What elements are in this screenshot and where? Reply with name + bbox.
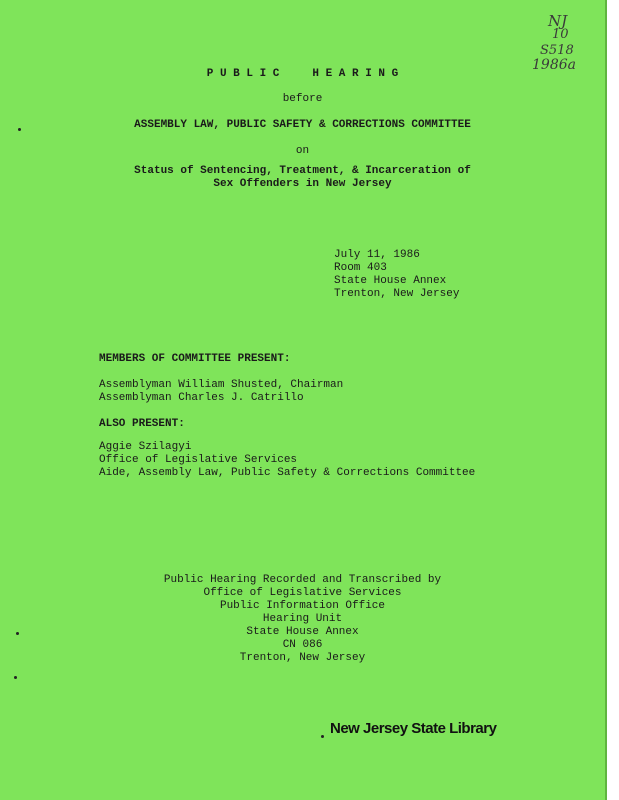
also-present-item: Aide, Assembly Law, Public Safety & Corrections Committee — [99, 467, 476, 479]
subject-line-1: Status of Sentencing, Treatment, & Incarceration of — [134, 165, 471, 177]
scan-edge — [605, 0, 619, 800]
on-label: on — [295, 145, 310, 157]
credits-line: CN 086 — [282, 639, 323, 651]
members-heading: MEMBERS OF COMMITTEE PRESENT: — [99, 353, 291, 365]
hearing-date: July 11, 1986 — [334, 249, 420, 261]
catalog-mark-line3: S518 — [540, 43, 574, 58]
credits-line: Public Hearing Recorded and Transcribed by — [163, 574, 442, 586]
before-label: before — [282, 93, 323, 105]
credits-line: Public Information Office — [219, 600, 386, 612]
committee-name: ASSEMBLY LAW, PUBLIC SAFETY & CORRECTIONS COMMITTEE — [134, 119, 471, 131]
credits-line: State House Annex — [246, 626, 359, 638]
catalog-mark-line4: 1986a — [532, 57, 576, 73]
hearing-room: Room 403 — [334, 262, 387, 274]
credits-line: Trenton, New Jersey — [239, 652, 366, 664]
also-present-item: Office of Legislative Services — [99, 454, 298, 466]
hearing-building: State House Annex — [334, 275, 447, 287]
hearing-city: Trenton, New Jersey — [334, 288, 460, 300]
credits-line: Office of Legislative Services — [203, 587, 402, 599]
hearing-title: P U B L I C H E A R I N G — [206, 68, 399, 80]
library-stamp: New Jersey State Library — [330, 720, 497, 737]
also-present-heading: ALSO PRESENT: — [99, 418, 185, 430]
member-item: Assemblyman William Shusted, Chairman — [99, 379, 344, 391]
catalog-mark-line2: 10 — [552, 27, 569, 42]
scan-speck — [16, 632, 19, 635]
catalog-mark-line1: NJ — [548, 12, 568, 30]
scan-speck — [18, 128, 21, 131]
member-item: Assemblyman Charles J. Catrillo — [99, 392, 304, 404]
credits-line: Hearing Unit — [262, 613, 343, 625]
scan-speck — [321, 735, 324, 738]
scan-speck — [14, 676, 17, 679]
subject-line-2: Sex Offenders in New Jersey — [213, 178, 392, 190]
also-present-item: Aggie Szilagyi — [99, 441, 192, 453]
